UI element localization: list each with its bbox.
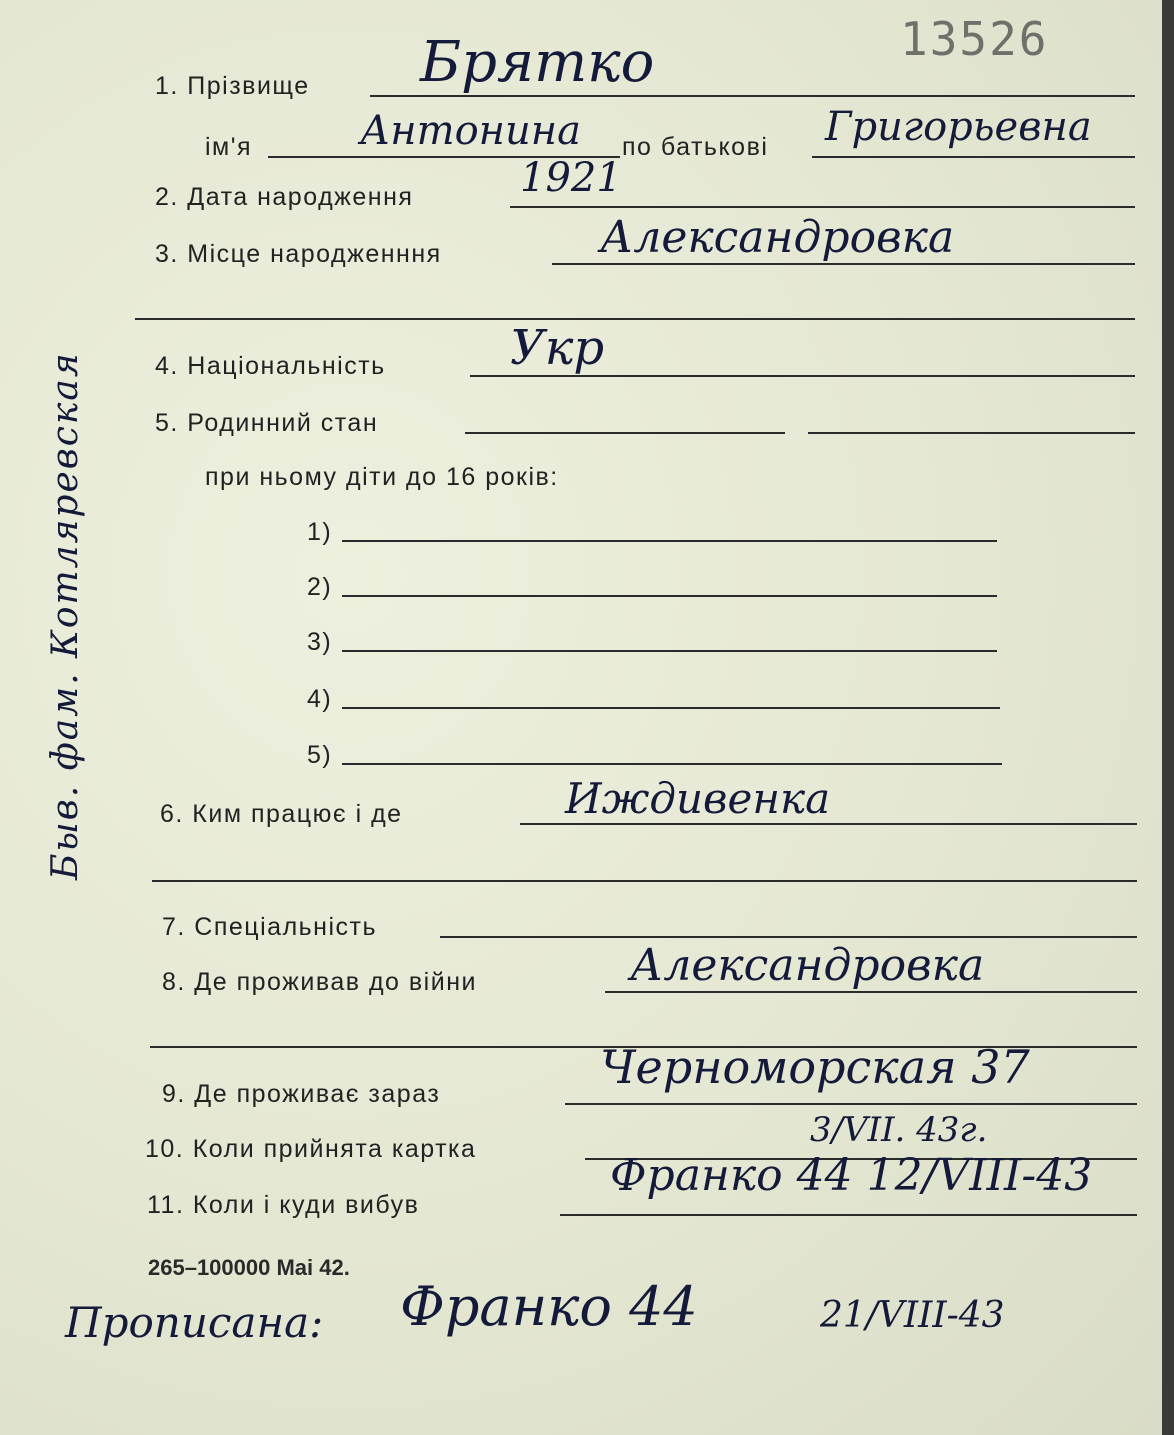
departed-label: 11. Коли і куди вибув [147,1191,420,1219]
patronymic-line [812,156,1135,158]
nationality-label: 4. Національність [155,352,386,380]
surname-label: 1. Прізвище [155,72,310,100]
children-label: при ньому діти до 16 років: [205,463,559,491]
child-5-label: 5) [307,741,333,769]
work-label: 6. Ким працює і де [160,800,403,828]
accepted-label: 10. Коли прийнята картка [145,1135,477,1163]
child-2-label: 2) [307,573,333,601]
birthdate-value: 1921 [520,155,622,201]
birthplace-line [552,263,1135,265]
child-1-label: 1) [307,518,333,546]
birthplace-value: Александровка [600,212,955,263]
former-surname-note: Быв. фам. Котляревская [45,351,86,880]
name-label: ім'я [205,133,253,161]
family-line-b [808,432,1135,434]
work-value: Иждивенка [565,774,831,823]
work-line-2 [152,880,1137,882]
child-2-line [342,595,997,597]
registered-label: Прописана: [65,1298,324,1347]
child-5-line [342,763,1002,765]
accepted-value: 3/VII. 43г. [810,1110,988,1150]
prewar-line [605,991,1137,993]
birthplace-label: 3. Місце народженння [155,240,442,268]
archive-number: 13526 [900,12,1049,66]
surname-value: Брятко [420,30,655,95]
registered-value: Франко 44 [400,1275,698,1338]
departed-value: Франко 44 12/VIII-43 [610,1150,1093,1201]
birthplace-line-2 [135,318,1135,320]
birthdate-label: 2. Дата народження [155,183,414,211]
departed-line [560,1214,1137,1216]
registered-date: 21/VIII-43 [820,1295,1005,1336]
prewar-value: Александровка [630,940,985,991]
patronymic-value: Григорьевна [825,104,1092,150]
child-3-line [342,650,997,652]
prewar-label: 8. Де проживав до війни [162,968,477,996]
child-4-line [342,707,1000,709]
name-value: Антонина [360,108,581,154]
current-label: 9. Де проживає зараз [162,1080,441,1108]
current-line [565,1103,1137,1105]
child-4-label: 4) [307,685,333,713]
specialty-label: 7. Спеціальність [162,913,378,941]
family-line-a [465,432,785,434]
child-1-line [342,540,997,542]
birthdate-line [510,206,1135,208]
family-label: 5. Родинний стан [155,409,379,437]
surname-line [370,95,1135,97]
nationality-value: Укр [510,320,605,376]
specialty-line [440,936,1137,938]
print-number: 265–100000 Mai 42. [148,1255,350,1280]
work-line [520,823,1137,825]
patronymic-label: по батькові [622,133,769,161]
current-value: Черноморская 37 [600,1040,1030,1094]
child-3-label: 3) [307,628,333,656]
